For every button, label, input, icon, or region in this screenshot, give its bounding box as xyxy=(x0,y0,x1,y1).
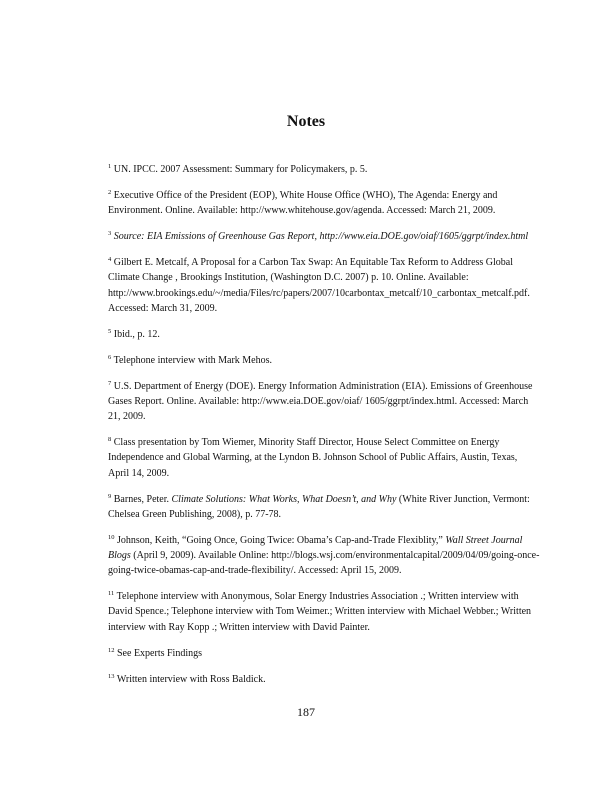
footnote-line xyxy=(108,533,523,548)
footnote-line xyxy=(108,646,508,661)
footnote xyxy=(108,492,530,523)
footnote xyxy=(108,379,533,425)
footnote-line xyxy=(108,203,508,218)
footnote-text: Class presentation by Tom Wiemer, Minority Staff Director, House Select Committee on Energy xyxy=(113,437,500,449)
footnote-line xyxy=(108,620,508,635)
footnote-text: Executive Office of the President (EOP), White House Office (WHO), The Agenda: Energy and xyxy=(113,189,498,201)
footnote xyxy=(108,589,532,635)
footnote-line xyxy=(108,466,508,481)
footnote-line xyxy=(108,589,519,604)
footnote-text: http://www.brookings.edu/~/media/Files/rc/papers/2007/10carbontax_metcalf/10_carbontax_metcalf.pdf. xyxy=(108,287,530,299)
footnote-line xyxy=(108,327,508,342)
footnote xyxy=(108,533,540,579)
footnote-text: interview with Ray Kopp .; Written interview with David Painter. xyxy=(108,621,370,633)
footnote-text: Gases Report. Online. Available: http://www.eia.DOE.gov/oiaf/ 1605/ggrpt/index.html. Accessed: March xyxy=(108,395,529,407)
footnote xyxy=(108,435,518,481)
footnote-number: 8 xyxy=(108,436,112,444)
footnote-number: 4 xyxy=(108,255,112,263)
page-title: Notes xyxy=(286,113,326,130)
footnote-text: Climate Solutions: What Works, What Doesn’t, and Why xyxy=(171,493,397,505)
footnote-text: (White River Junction, Vermont: xyxy=(396,493,530,505)
footnote-line xyxy=(108,507,508,522)
footnote-line xyxy=(108,162,508,177)
footnote-text: April 14, 2009. xyxy=(108,467,170,479)
footnote xyxy=(108,646,508,661)
footnote-number: 13 xyxy=(108,672,115,680)
footnote xyxy=(108,672,508,687)
footnote-number: 5 xyxy=(108,327,112,335)
footnote-text: Wall Street Journal xyxy=(445,534,523,546)
footnote-text: Chelsea Green Publishing, 2008), p. 77-78. xyxy=(108,508,282,520)
footnote-text: David Spence.; Telephone interview with Tom Weimer.; Written interview with Michael Webber.; Written xyxy=(108,606,532,618)
footnote-number: 1 xyxy=(108,163,112,170)
footnote-text: Ibid., p. 12. xyxy=(113,328,160,340)
footnote-text: UN. IPCC. 2007 Assessment: Summary for Policymakers, p. 5. xyxy=(113,164,368,175)
footnote-number: 6 xyxy=(108,353,112,361)
footnote-text: (April 9, 2009). Available Online: http://blogs.wsj.com/environmentalcapital/2009/04/09/going-once- xyxy=(130,549,540,561)
footnote xyxy=(108,353,508,368)
footnote-text: Accessed: March 31, 2009. xyxy=(108,302,218,314)
footnote-line xyxy=(108,604,532,619)
footnote-line xyxy=(108,548,540,563)
footnote-line xyxy=(108,563,508,578)
footnote-text: Johnson, Keith, “Going Once, Going Twice: Obama’s Cap-and-Trade Flexiblity,” xyxy=(117,534,446,546)
page-number: 187 xyxy=(297,705,315,719)
footnote-text: going-twice-obamas-cap-and-trade-flexibility/. Accessed: April 15, 2009. xyxy=(108,565,402,577)
footnote-number: 2 xyxy=(108,188,112,196)
footnote-line xyxy=(108,353,508,368)
footnote-line xyxy=(108,286,530,301)
footnote xyxy=(108,162,508,177)
footnote-line xyxy=(108,270,508,285)
footnote-text: Source: EIA Emissions of Greenhouse Gas Report, http://www.eia.DOE.gov/oiaf/1605/ggrpt/index.html xyxy=(113,231,529,243)
footnote-line xyxy=(108,229,529,244)
footnote-line xyxy=(108,301,508,316)
footnote-number: 12 xyxy=(108,646,115,654)
footnote-number: 7 xyxy=(108,379,112,387)
footnote-text: Telephone interview with Mark Mehos. xyxy=(113,354,273,366)
footnote-line xyxy=(108,394,529,409)
footnote xyxy=(108,255,530,316)
footnote-line xyxy=(108,255,514,270)
footnote-text: Environment. Online. Available: http://www.whitehouse.gov/agenda. Accessed: March 21, 2009. xyxy=(108,205,496,217)
footnote-text: Barnes, Peter. xyxy=(113,493,172,505)
footnote-line xyxy=(108,672,508,687)
footnote-line xyxy=(108,435,508,450)
footnote xyxy=(108,188,508,219)
footnote-number: 11 xyxy=(108,590,115,598)
footnote-line xyxy=(108,409,508,424)
footnote xyxy=(108,327,508,342)
footnote xyxy=(108,229,529,244)
footnote-text: U.S. Department of Energy (DOE). Energy Information Administration (EIA). Emissions of Greenhouse xyxy=(113,380,533,392)
footnote-number: 3 xyxy=(108,230,112,238)
footnote-line xyxy=(108,492,530,507)
footnote-text: Climate Change , Brookings Institution, (Washington D.C. 2007) p. 10. Online. Available: xyxy=(108,272,469,284)
footnote-text: See Experts Findings xyxy=(117,647,202,659)
footnote-text: Written interview with Ross Baldick. xyxy=(116,673,266,685)
footnote-text: Telephone interview with Anonymous, Solar Energy Industries Association .; Written interview with xyxy=(116,591,519,603)
footnote-line xyxy=(108,450,518,465)
footnote-number: 10 xyxy=(108,533,115,541)
footnote-line xyxy=(108,188,508,203)
notes-list xyxy=(108,162,540,697)
footnote-line xyxy=(108,379,533,394)
footnote-number: 9 xyxy=(108,492,112,500)
footnote-text: Gilbert E. Metcalf, A Proposal for a Carbon Tax Swap: An Equitable Tax Reform to Address Global xyxy=(113,256,514,268)
footnote-text: Blogs xyxy=(108,549,131,561)
footnote-text: Independence and Global Warming, at the Lyndon B. Johnson School of Public Affairs, Austin, Texas, xyxy=(108,452,518,464)
footnote-text: 21, 2009. xyxy=(108,411,146,423)
